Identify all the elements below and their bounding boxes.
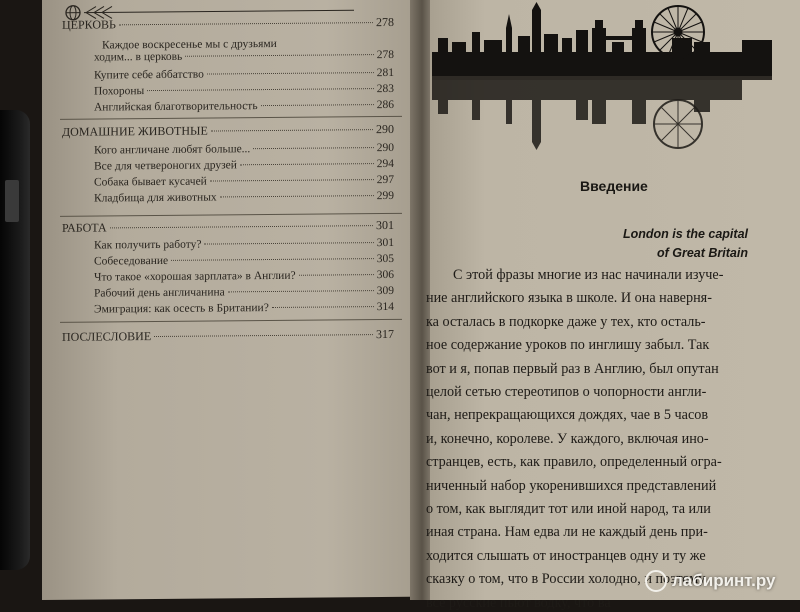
leader-dots (240, 163, 374, 165)
toc-entry (94, 237, 394, 252)
toc-entry-title: ходим... в церковь (94, 51, 182, 64)
toc-entry-title: Похороны (94, 85, 144, 97)
body-line: сказку о том, что в России холодно, и поэтому (426, 571, 766, 588)
body-line: ное содержание уроков по инглишу забыл. Так (426, 337, 766, 354)
phone-button (5, 180, 19, 222)
leader-dots (220, 195, 374, 197)
section-divider (60, 116, 402, 120)
toc-entry (94, 158, 394, 173)
toc-page-number: 278 (376, 15, 394, 30)
london-skyline-illustration (432, 2, 772, 150)
toc-entry-title: РАБОТА (62, 220, 107, 235)
toc-entry (94, 253, 394, 268)
leader-dots (211, 129, 373, 131)
body-line: странцев, есть, как правило, определенный огра- (426, 454, 766, 471)
epigraph-line: of Great Britain (623, 244, 748, 263)
toc-entry-title: Английская благотворительность (94, 100, 258, 113)
toc-page-number: 290 (377, 142, 394, 154)
watermark-text: лабиринт.ру (672, 571, 775, 591)
toc-entry-title: Рабочий день англичанина (94, 286, 225, 299)
body-line: все русские пьют водку, что ва (426, 595, 766, 612)
section-heading: Введение (580, 178, 648, 194)
leader-dots (119, 22, 373, 25)
toc-entry-title: Собака бывает кусачей (94, 176, 207, 189)
toc-page-number: 283 (377, 83, 394, 95)
leader-dots (210, 179, 374, 181)
labirint-logo-icon (645, 570, 667, 592)
toc-entry-title: Все для четвероногих друзей (94, 159, 237, 172)
phone-edge (0, 110, 30, 570)
toc-entry-title: ПОСЛЕСЛОВИЕ (62, 329, 151, 345)
toc-section (62, 15, 394, 33)
toc-entry (94, 285, 394, 300)
toc-entry-title: Что такое «хорошая зарплата» в Англии? (94, 270, 296, 284)
toc-entry (94, 67, 394, 82)
toc-page-number: 305 (377, 253, 394, 265)
toc-entry (94, 190, 394, 205)
toc-page-number: 306 (377, 269, 394, 281)
body-line: чан, непрекращающихся дождях, чае в 5 часов (426, 407, 766, 424)
toc-entry (94, 142, 394, 157)
toc-entry-title: ДОМАШНИЕ ЖИВОТНЫЕ (62, 124, 208, 140)
toc-entry (94, 269, 394, 284)
leader-dots (154, 334, 373, 337)
leader-dots (204, 242, 373, 244)
body-line: ние английского языка в школе. И она наверня- (426, 290, 766, 307)
leader-dots (272, 306, 374, 308)
toc-entry (94, 301, 394, 316)
toc-entry (94, 174, 394, 189)
leader-dots (171, 258, 374, 261)
toc-page-number: 290 (376, 122, 394, 137)
toc-page-number: 294 (377, 158, 394, 170)
toc-page-number: 299 (377, 190, 394, 202)
toc-page-number: 317 (376, 327, 394, 342)
toc-entry (94, 49, 394, 64)
toc-section (62, 218, 394, 236)
toc-entry-title: Купите себе аббатство (94, 69, 204, 82)
leader-dots (185, 54, 373, 57)
body-line: целой сетью стереотипов о чопорности англи- (426, 384, 766, 401)
right-page-introduction (430, 0, 800, 600)
epigraph-line: London is the capital (623, 225, 748, 244)
leader-dots (228, 290, 374, 292)
toc-entry-title: Кого англичане любят больше... (94, 143, 250, 156)
body-line: иная страна. Нам едва ли не каждый день при- (426, 524, 766, 541)
body-line: о том, как выглядит тот или иной народ, та или (426, 501, 766, 518)
body-line: ка осталась в подкорке даже у тех, кто осталь- (426, 314, 766, 331)
section-divider (60, 319, 402, 323)
toc-entry-title: Каждое воскресенье мы с друзьями (102, 38, 277, 52)
leader-dots (110, 225, 373, 228)
toc-page-number: 309 (377, 285, 394, 297)
leader-dots (299, 274, 374, 276)
body-line: и, конечно, королеве. У каждого, включая ино- (426, 431, 766, 448)
toc-entry-title: ЦЕРКОВЬ (62, 17, 116, 32)
toc-page-number: 286 (377, 99, 394, 111)
leader-dots (207, 72, 374, 74)
epigraph (623, 225, 748, 263)
toc-entry-title: Кладбища для животных (94, 191, 217, 204)
leader-dots (147, 88, 374, 91)
toc-page-number: 301 (376, 218, 394, 233)
toc-page-number: 301 (377, 237, 394, 249)
toc-page-number: 314 (377, 301, 394, 313)
toc-entry (94, 99, 394, 114)
toc-entry-title: Собеседование (94, 255, 168, 268)
left-page-table-of-contents (42, 0, 422, 600)
toc-entry (94, 83, 394, 98)
body-line: ходится слышать от иностранцев одну и ту же (426, 548, 766, 565)
toc-entry-title: Как получить работу? (94, 239, 201, 252)
body-line: вот и я, попав первый раз в Англию, был опутан (426, 361, 766, 378)
toc-section (62, 122, 394, 140)
body-line: С этой фразы многие из нас начинали изуче- (453, 267, 793, 284)
toc-page-number: 278 (377, 49, 394, 61)
body-line: ниченный набор укоренившихся представлений (426, 478, 766, 495)
toc-section (62, 327, 394, 345)
toc-page-number: 281 (377, 67, 394, 79)
leader-dots (261, 104, 374, 106)
watermark (645, 570, 775, 592)
section-divider (60, 213, 402, 217)
leader-dots (253, 147, 373, 149)
toc-entry-title: Эмиграция: как осесть в Британии? (94, 302, 269, 316)
toc-page-number: 297 (377, 174, 394, 186)
